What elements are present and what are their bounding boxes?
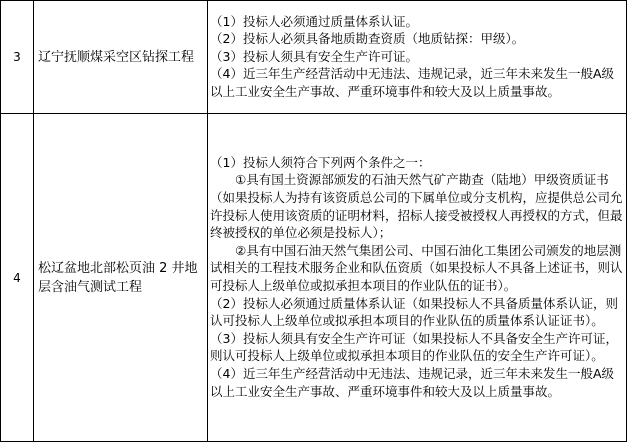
requirement-item: （3）投标人须具有安全生产许可证（如果投标人不具备安全生产许可证，则认可投标人上级单位或拟承担本项目的作业队伍的安全生产许可证）。 xyxy=(210,330,618,364)
requirement-item: ①具有国土资源部颁发的石油天然气矿产勘查（陆地）甲级资质证书（如果投标人为持有该资质总公司的下属单位或分支机构，应提供总公司允许投标人使用该资质的证明材料，招标人接受被授权人再授权的方式，但最终被授权的单位必须是投标人）； xyxy=(210,172,623,241)
requirement-item: （4）近三年生产经营活动中无违法、违规记录，近三年未来发生一般A级以上工业安全生产事故、严重环境事件和较大及以上质量事故。 xyxy=(210,365,615,399)
requirement-item: （2）投标人必须具备地质勘查资质（地质钻探：甲级）。 xyxy=(210,31,525,47)
requirements-cell xyxy=(208,114,627,442)
table-row xyxy=(1,114,627,442)
requirement-item: （1）投标人必须通过质量体系认证。 xyxy=(210,13,418,29)
requirement-item: （4）近三年生产经营活动中无违法、违规记录，近三年未来发生一般A级以上工业安全生产事故、严重环境事件和较大及以上质量事故。 xyxy=(210,66,615,99)
requirements-cell xyxy=(208,1,627,114)
project-name: 辽宁抚顺煤采空区钻探工程 xyxy=(34,1,208,114)
row-number: 4 xyxy=(1,114,34,442)
requirement-item: （3）投标人须具有安全生产许可证。 xyxy=(210,48,418,64)
requirement-item: （2）投标人必须通过质量体系认证（如果投标人不具备质量体系认证，则认可投标人上级单位或拟承担本项目的作业队伍的质量体系认证证书）。 xyxy=(210,295,618,329)
requirement-item: ②具有中国石油天然气集团公司、中国石油化工集团公司颁发的地层测试相关的工程技术服务企业和队伍资质（如果投标人不具备上述证书，则认可投标人上级单位或拟承担本项目的作业队伍的证书）。 xyxy=(210,242,623,293)
requirement-item: （1）投标人须符合下列两个条件之一： xyxy=(210,154,431,170)
table-row xyxy=(1,1,627,114)
row-number: 3 xyxy=(1,1,34,114)
project-name: 松辽盆地北部松页油 2 井地层含油气测试工程 xyxy=(34,114,208,442)
